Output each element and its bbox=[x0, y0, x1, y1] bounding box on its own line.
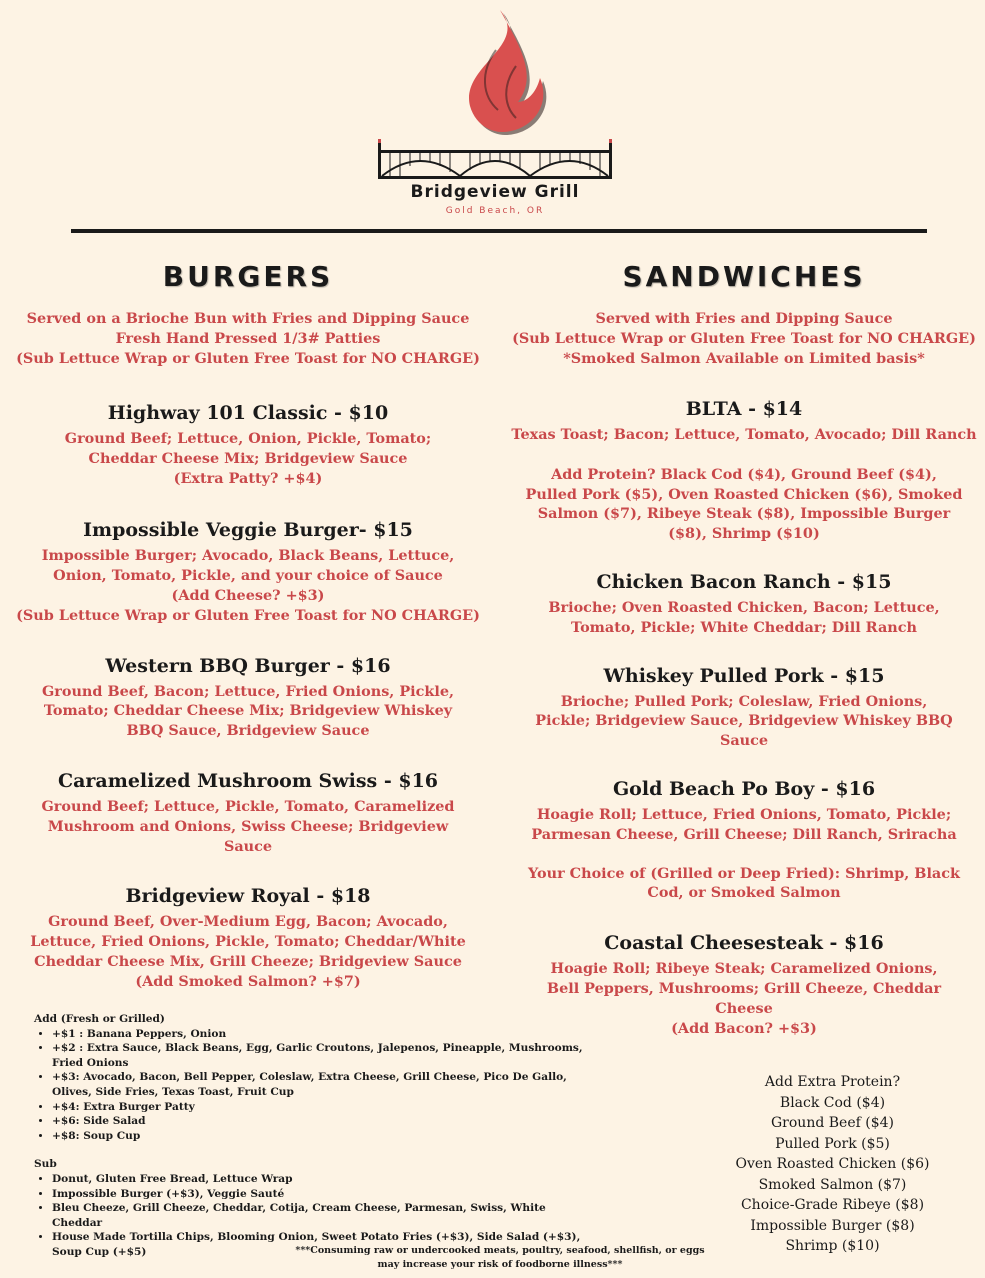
list-item: Shrimp ($10) bbox=[785, 1238, 880, 1254]
burgers-note: Served on a Brioche Bun with Fries and Dipping Sauce bbox=[26, 310, 470, 327]
menu-item-highway-101 bbox=[10, 401, 486, 488]
item-name: Chicken Bacon Ranch - $15 bbox=[596, 570, 892, 593]
item-extra: (Sub Lettuce Wrap or Gluten Free Toast for NO CHARGE) bbox=[16, 606, 480, 624]
menu-item-impossible-veggie bbox=[10, 518, 486, 625]
menu-item-chicken-bacon-ranch bbox=[505, 570, 983, 638]
item-name: BLTA - $14 bbox=[685, 398, 803, 420]
item-desc: Hoagie Roll; Lettuce, Fried Onions, Tomato, Pickle; Parmesan Cheese, Grill Cheese; Dill Ranch, Sriracha bbox=[531, 805, 957, 843]
list-item: • Impossible Burger (+$3), Veggie Sauté bbox=[52, 1187, 594, 1202]
list-item: • Donut, Gluten Free Bread, Lettuce Wrap bbox=[52, 1172, 594, 1187]
item-name: Highway 101 Classic - $10 bbox=[107, 402, 389, 424]
brand-name: Bridgeview Grill bbox=[410, 182, 580, 202]
burgers-note: Fresh Hand Pressed 1/3# Patties bbox=[115, 330, 381, 347]
extra-protein-section bbox=[720, 1072, 945, 1257]
sandwiches-section bbox=[505, 260, 983, 1038]
sandwiches-note: *Smoked Salmon Available on Limited basis* bbox=[563, 350, 925, 367]
list-item: Choice-Grade Ribeye ($8) bbox=[740, 1197, 925, 1213]
item-desc: Brioche; Pulled Pork; Coleslaw, Fried Onions, Pickle; Bridgeview Sauce, Bridgeview Whiskey BBQ Sauce bbox=[535, 692, 953, 750]
extras-section bbox=[34, 1012, 594, 1260]
item-desc: Brioche; Oven Roasted Chicken, Bacon; Lettuce, Tomato, Pickle; White Cheddar; Dill Ranch bbox=[548, 598, 940, 636]
logo bbox=[370, 6, 620, 226]
protein-heading: Add Extra Protein? bbox=[764, 1074, 901, 1090]
sandwiches-note: Served with Fries and Dipping Sauce bbox=[595, 310, 893, 327]
list-item: • Bleu Cheeze, Grill Cheeze, Cheddar, Cotija, Cream Cheese, Parmesan, Swiss, White Cheddar bbox=[52, 1201, 594, 1230]
item-extra: (Add Smoked Salmon? +$7) bbox=[135, 972, 361, 990]
item-name: Western BBQ Burger - $16 bbox=[105, 654, 391, 677]
list-item: Black Cod ($4) bbox=[779, 1094, 886, 1111]
list-item: • +$4: Extra Burger Patty bbox=[52, 1100, 594, 1115]
menu-item-mushroom-swiss bbox=[10, 769, 486, 856]
item-name: Gold Beach Po Boy - $16 bbox=[612, 777, 876, 800]
list-item: Ground Beef ($4) bbox=[771, 1115, 894, 1131]
item-extra: Your Choice of (Grilled or Deep Fried): Shrimp, Black Cod, or Smoked Salmon bbox=[527, 864, 960, 902]
item-desc: Impossible Burger; Avocado, Black Beans, Lettuce, Onion, Tomato, Pickle, and your choice of Sauce bbox=[41, 547, 455, 585]
sandwiches-note: (Sub Lettuce Wrap or Gluten Free Toast for NO CHARGE) bbox=[512, 330, 976, 347]
item-desc: Hoagie Roll; Ribeye Steak; Caramelized Onions, Bell Peppers, Mushrooms; Grill Cheeze, Cheddar Cheese bbox=[546, 960, 942, 1017]
list-item: • +$2 : Extra Sauce, Black Beans, Egg, Garlic Croutons, Jalepenos, Pineapple, Mushrooms, Fried Onions bbox=[52, 1041, 594, 1070]
food-safety-notice: ***Consuming raw or undercooked meats, poultry, seafood, shellfish, or eggs may increase your risk of foodborne illness*** bbox=[295, 1245, 705, 1270]
header-divider bbox=[71, 229, 927, 233]
list-item: Oven Roasted Chicken ($6) bbox=[735, 1156, 930, 1172]
list-item: Pulled Pork ($5) bbox=[775, 1135, 890, 1152]
sub-heading: Sub bbox=[34, 1158, 57, 1171]
item-desc: Ground Beef; Lettuce, Pickle, Tomato, Caramelized Mushroom and Onions, Swiss Cheese; Bridgeview Sauce bbox=[41, 797, 455, 855]
list-item: • +$3: Avocado, Bacon, Bell Pepper, Coleslaw, Extra Cheese, Grill Cheese, Pico De Gallo, Olives, Side Fries, Texas Toast, Fruit Cup bbox=[52, 1070, 594, 1099]
list-item: • +$6: Side Salad bbox=[52, 1114, 594, 1129]
burgers-title: BURGERS bbox=[162, 260, 334, 293]
flame-bridge-icon bbox=[370, 6, 620, 182]
list-item: Smoked Salmon ($7) bbox=[758, 1176, 907, 1193]
burgers-section bbox=[10, 260, 486, 992]
item-extra: (Add Bacon? +$3) bbox=[671, 1019, 817, 1037]
item-name: Whiskey Pulled Pork - $15 bbox=[603, 664, 885, 687]
brand-location: Gold Beach, OR bbox=[445, 206, 545, 216]
add-list bbox=[34, 1027, 594, 1144]
item-name: Bridgeview Royal - $18 bbox=[125, 885, 371, 908]
list-item: Impossible Burger ($8) bbox=[750, 1217, 915, 1234]
list-item: • House Made Tortilla Chips, Blooming Onion, Sweet Potato Fries (+$3), Side Salad (+$3), Soup Cup (+$5) bbox=[52, 1230, 594, 1259]
item-extra: Add Protein? Black Cod ($4), Ground Beef ($4), Pulled Pork ($5), Oven Roasted Chicken ($6), Smoked Salmon ($7), Ribeye Steak ($8), Impossible Burger ($8), Shrimp ($10) bbox=[525, 465, 963, 543]
item-name: Impossible Veggie Burger- $15 bbox=[83, 519, 413, 542]
item-desc: Texas Toast; Bacon; Lettuce, Tomato, Avocado; Dill Ranch bbox=[511, 426, 977, 443]
item-desc: Ground Beef, Bacon; Lettuce, Fried Onions, Pickle, Tomato; Cheddar Cheese Mix; Bridgeview Whiskey BBQ Sauce, Bridgeview Sauce bbox=[42, 682, 454, 740]
add-heading: Add (Fresh or Grilled) bbox=[34, 1013, 165, 1025]
item-desc: Ground Beef, Over-Medium Egg, Bacon; Avocado, Lettuce, Fried Onions, Pickle, Tomato; Cheddar/White Cheddar Cheese Mix, Grill Cheeze; Bridgeview Sauce bbox=[30, 913, 466, 970]
list-item: • +$1 : Banana Peppers, Onion bbox=[52, 1027, 594, 1042]
menu-item-western-bbq bbox=[10, 654, 486, 741]
sandwiches-title: SANDWICHES bbox=[622, 260, 866, 293]
burgers-note: (Sub Lettuce Wrap or Gluten Free Toast for NO CHARGE) bbox=[16, 350, 480, 367]
menu-item-bridgeview-royal bbox=[10, 884, 486, 991]
item-desc: Ground Beef; Lettuce, Onion, Pickle, Tomato; Cheddar Cheese Mix; Bridgeview Sauce bbox=[64, 430, 432, 467]
item-extra: (Add Cheese? +$3) bbox=[171, 586, 325, 604]
menu-item-po-boy bbox=[505, 777, 983, 903]
item-extra: (Extra Patty? +$4) bbox=[173, 469, 323, 487]
menu-item-whiskey-pulled-pork bbox=[505, 664, 983, 751]
menu-item-blta bbox=[505, 397, 983, 544]
item-name: Coastal Cheesesteak - $16 bbox=[604, 932, 884, 955]
item-name: Caramelized Mushroom Swiss - $16 bbox=[57, 769, 439, 792]
list-item: • +$8: Soup Cup bbox=[52, 1129, 594, 1144]
